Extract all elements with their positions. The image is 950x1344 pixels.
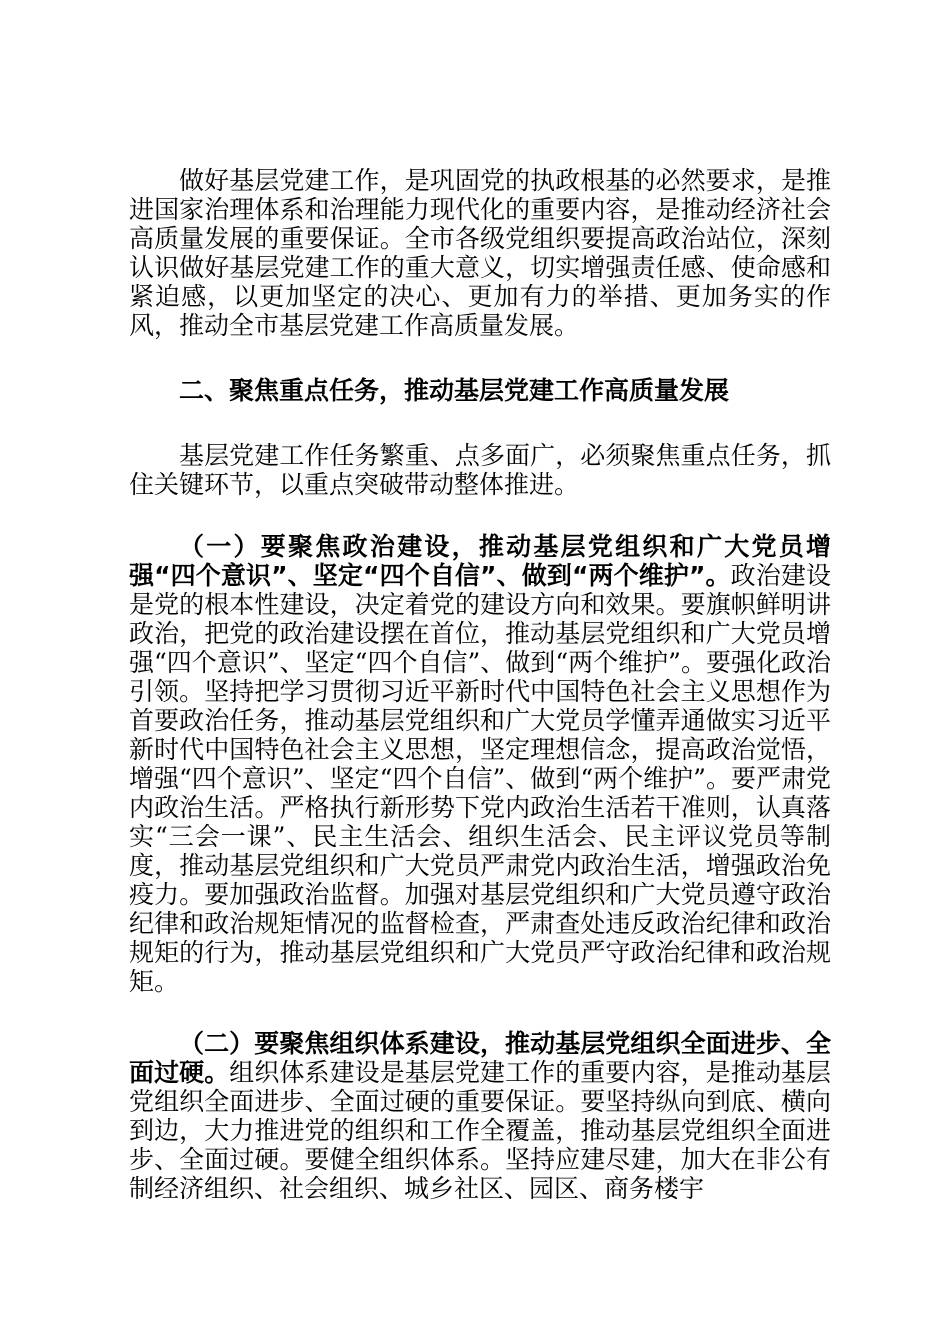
item-1-lead: （一）要聚焦政治建设，推动基层党组织和广大党员增强“四个意识”、坚定“四个自信”、做到“两个维护”。 — [129, 532, 831, 590]
section-intro-paragraph: 基层党建工作任务繁重、点多面广，必须聚焦重点任务，抓住关键环节，以重点突破带动整体推进。 — [129, 441, 831, 499]
item-2-body: 组织体系建设是基层党建工作的重要内容，是推动基层党组织全面进步、全面过硬的重要保证。要坚持纵向到底、横向到边，大力推进党的组织和工作全覆盖，推动基层党组织全面进步、全面过硬。要健全组织体系。坚持应建尽建，加大在非公有制经济组织、社会组织、城乡社区、园区、商务楼宇 — [129, 1058, 831, 1203]
intro-paragraph: 做好基层党建工作，是巩固党的执政根基的必然要求，是推进国家治理体系和治理能力现代化的重要内容，是推动经济社会高质量发展的重要保证。全市各级党组织要提高政治站位，深刻认识做好基层党建工作的重大意义，切实增强责任感、使命感和紧迫感，以更加坚定的决心、更加有力的举措、更加务实的作风，推动全市基层党建工作高质量发展。 — [129, 166, 831, 340]
item-1-paragraph — [129, 532, 831, 996]
item-1-body: 政治建设是党的根本性建设，决定着党的建设方向和效果。要旗帜鲜明讲政治，把党的政治建设摆在首位，推动基层党组织和广大党员增强“四个意识”、坚定“四个自信”、做到“两个维护”。要强化政治引领。坚持把学习贯彻习近平新时代中国特色社会主义思想作为首要政治任务，推动基层党组织和广大党员学懂弄通做实习近平新时代中国特色社会主义思想，坚定理想信念，提高政治觉悟，增强“四个意识”、坚定“四个自信”、做到“两个维护”。要严肃党内政治生活。严格执行新形势下党内政治生活若干准则，认真落实“三会一课”、民主生活会、组织生活会、民主评议党员等制度，推动基层党组织和广大党员严肃党内政治生活，增强政治免疫力。要加强政治监督。加强对基层党组织和广大党员遵守政治纪律和政治规矩情况的监督检查，严肃查处违反政治纪律和政治规矩的行为，推动基层党组织和广大党员严守政治纪律和政治规矩。 — [129, 561, 831, 996]
section-heading: 二、聚焦重点任务，推动基层党建工作高质量发展 — [179, 376, 730, 405]
item-2-lead: （二）要聚焦组织体系建设，推动基层党组织全面进步、全面过硬。 — [129, 1029, 831, 1087]
item-2-paragraph — [129, 1029, 831, 1203]
document-body — [129, 166, 831, 1203]
